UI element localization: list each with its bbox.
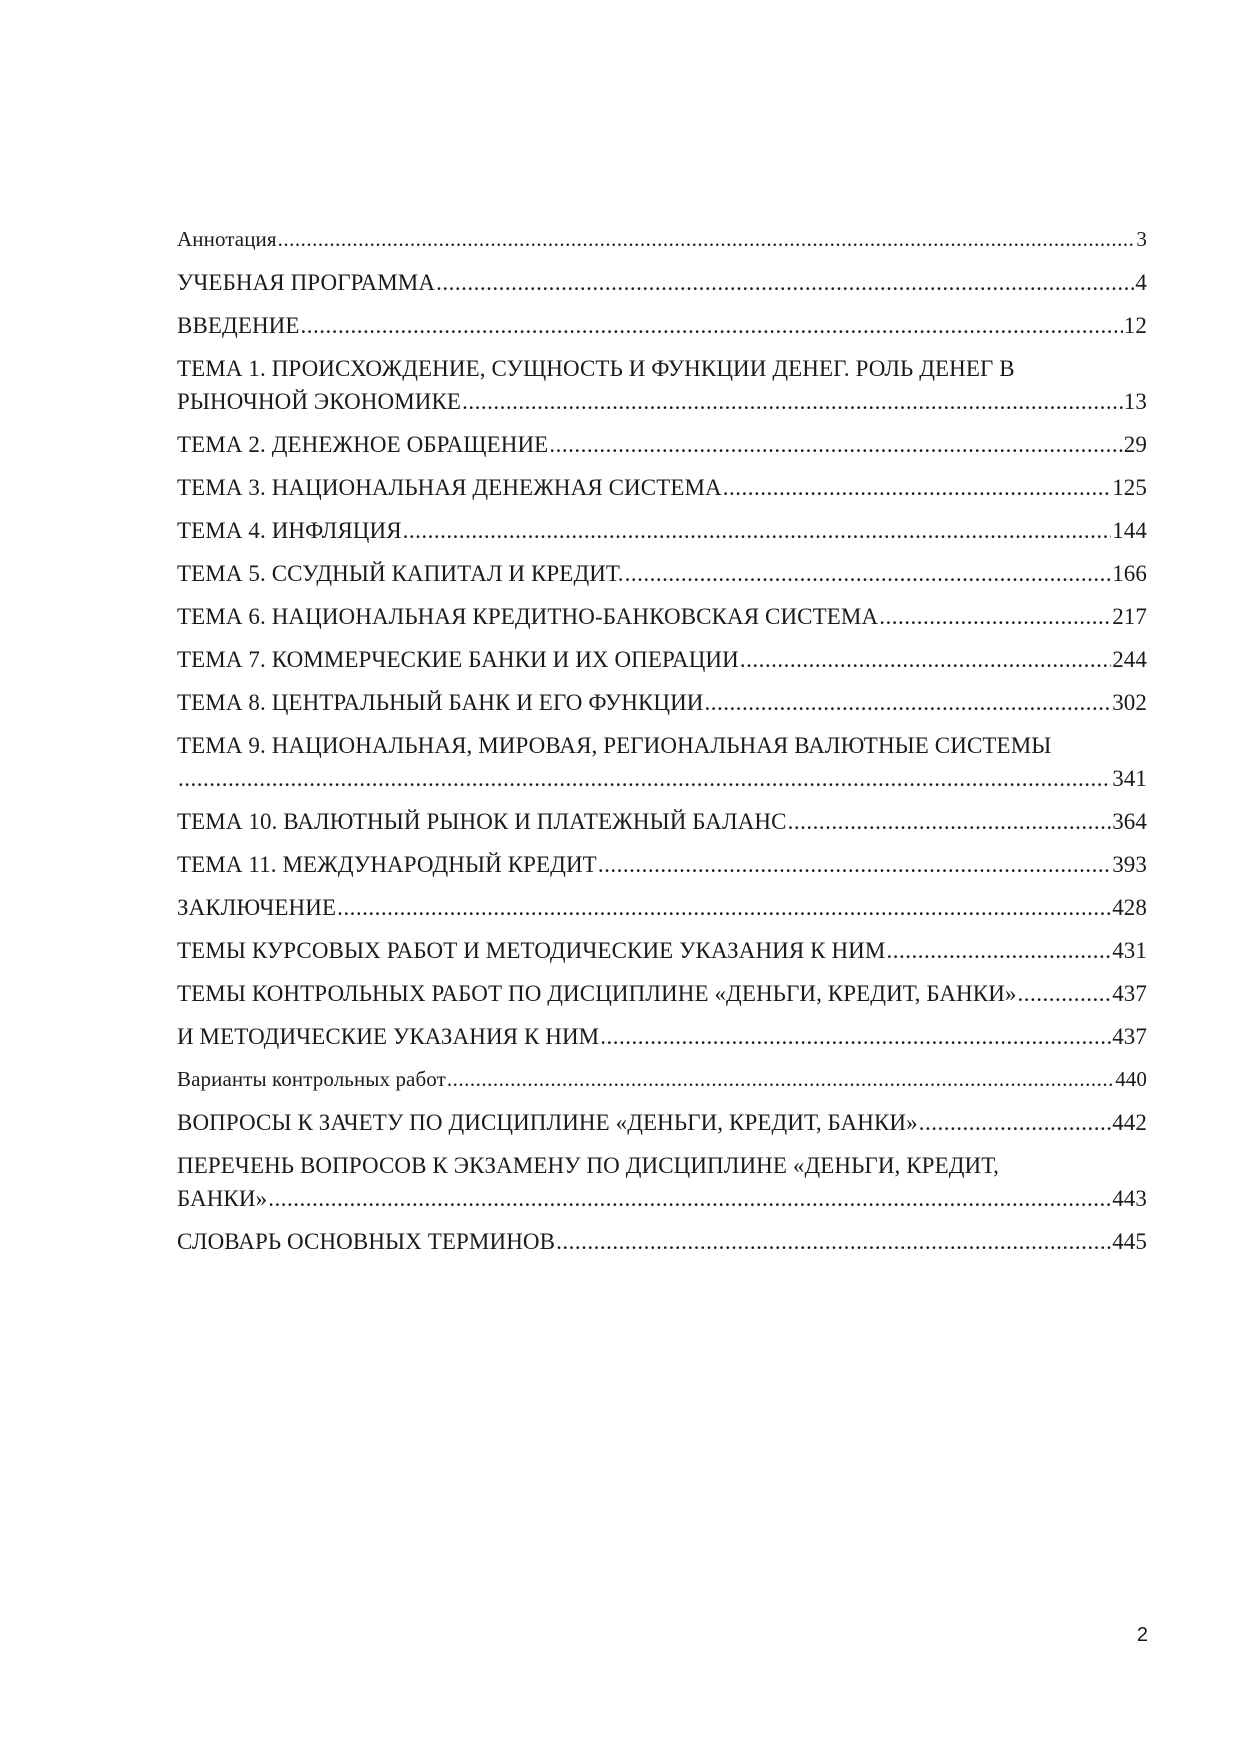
toc-entry-label-line1: ТЕМА 9. НАЦИОНАЛЬНАЯ, МИРОВАЯ, РЕГИОНАЛЬНАЯ ВАЛЮТНЫЕ СИСТЕМЫ bbox=[177, 733, 1052, 758]
toc-entry-label: Варианты контрольных работ bbox=[177, 1067, 446, 1091]
toc-entry-page: 442 bbox=[1112, 1110, 1147, 1135]
toc-entry-label: ТЕМА 10. ВАЛЮТНЫЙ РЫНОК И ПЛАТЕЖНЫЙ БАЛАНС bbox=[177, 809, 787, 834]
toc-entry-annotation[interactable] bbox=[177, 223, 1147, 256]
leader-dots bbox=[278, 223, 1136, 256]
leader-dots bbox=[919, 1106, 1111, 1139]
leader-dots bbox=[879, 600, 1111, 633]
toc-entry-introduction[interactable] bbox=[177, 309, 1147, 342]
toc-entry-label-line1: ПЕРЕЧЕНЬ ВОПРОСОВ К ЭКЗАМЕНУ ПО ДИСЦИПЛИНЕ «ДЕНЬГИ, КРЕДИТ, bbox=[177, 1153, 999, 1178]
toc-entry-topic-5[interactable] bbox=[177, 557, 1147, 590]
leader-dots bbox=[462, 385, 1123, 418]
toc-entry-exam-questions[interactable] bbox=[177, 1149, 1147, 1215]
leader-dots bbox=[549, 428, 1122, 461]
leader-dots bbox=[625, 557, 1112, 590]
toc-entry-label: Аннотация bbox=[177, 227, 277, 251]
toc-entry-page: 13 bbox=[1123, 389, 1147, 414]
toc-entry-label: ТЕМА 2. ДЕНЕЖНОЕ ОБРАЩЕНИЕ bbox=[177, 432, 549, 457]
toc-entry-glossary[interactable] bbox=[177, 1225, 1147, 1258]
leader-dots bbox=[1018, 977, 1112, 1010]
toc-entry-page: 4 bbox=[1135, 270, 1147, 295]
toc-entry-coursework-topics[interactable] bbox=[177, 934, 1147, 967]
toc-entry-label: СЛОВАРЬ ОСНОВНЫХ ТЕРМИНОВ bbox=[177, 1229, 556, 1254]
toc-entry-page: 12 bbox=[1123, 313, 1147, 338]
leader-dots bbox=[598, 848, 1111, 881]
leader-dots bbox=[740, 643, 1111, 676]
leader-dots bbox=[301, 309, 1123, 342]
toc-entry-page: 443 bbox=[1112, 1186, 1147, 1211]
toc-entry-page: 437 bbox=[1112, 981, 1147, 1006]
toc-entry-topic-9[interactable] bbox=[177, 729, 1147, 795]
toc-entry-label: РЫНОЧНОЙ ЭКОНОМИКЕ bbox=[177, 389, 462, 414]
toc-entry-topic-1[interactable] bbox=[177, 352, 1147, 418]
toc-entry-page: 302 bbox=[1112, 690, 1147, 715]
leader-dots bbox=[600, 1020, 1111, 1053]
toc-entry-credit-questions[interactable] bbox=[177, 1106, 1147, 1139]
toc-entry-page: 29 bbox=[1123, 432, 1147, 457]
leader-dots bbox=[337, 891, 1111, 924]
toc-entry-page: 341 bbox=[1112, 766, 1147, 791]
toc-entry-topic-10[interactable] bbox=[177, 805, 1147, 838]
toc-entry-topic-6[interactable] bbox=[177, 600, 1147, 633]
toc-entry-topic-11[interactable] bbox=[177, 848, 1147, 881]
toc-entry-page: 428 bbox=[1112, 895, 1147, 920]
toc-entry-label: ТЕМА 5. ССУДНЫЙ КАПИТАЛ И КРЕДИТ. bbox=[177, 561, 624, 586]
toc-entry-label: ЗАКЛЮЧЕНИЕ bbox=[177, 895, 337, 920]
leader-dots bbox=[268, 1182, 1111, 1215]
toc-entry-label: ТЕМЫ КУРСОВЫХ РАБОТ И МЕТОДИЧЕСКИЕ УКАЗАНИЯ К НИМ bbox=[177, 938, 886, 963]
leader-dots bbox=[436, 266, 1134, 299]
toc-entry-curriculum[interactable] bbox=[177, 266, 1147, 299]
leader-dots bbox=[403, 514, 1112, 547]
toc-entry-label: ТЕМА 6. НАЦИОНАЛЬНАЯ КРЕДИТНО-БАНКОВСКАЯ СИСТЕМА bbox=[177, 604, 879, 629]
toc-entry-page: 217 bbox=[1112, 604, 1147, 629]
toc-entry-label: ТЕМА 3. НАЦИОНАЛЬНАЯ ДЕНЕЖНАЯ СИСТЕМА bbox=[177, 475, 722, 500]
toc-entry-label: УЧЕБНАЯ ПРОГРАММА bbox=[177, 270, 436, 295]
leader-dots bbox=[705, 686, 1112, 719]
leader-dots bbox=[788, 805, 1112, 838]
toc-entry-topic-3[interactable] bbox=[177, 471, 1147, 504]
toc-entry-page: 3 bbox=[1136, 227, 1147, 251]
toc-entry-page: 393 bbox=[1112, 852, 1147, 877]
toc-entry-test-topics[interactable] bbox=[177, 977, 1147, 1010]
toc-entry-topic-2[interactable] bbox=[177, 428, 1147, 461]
toc-entry-label: ТЕМА 8. ЦЕНТРАЛЬНЫЙ БАНК И ЕГО ФУНКЦИИ bbox=[177, 690, 704, 715]
page-number: 2 bbox=[1136, 1624, 1148, 1646]
leader-dots bbox=[886, 934, 1111, 967]
leader-dots bbox=[556, 1225, 1111, 1258]
toc-entry-page: 440 bbox=[1115, 1067, 1147, 1091]
toc-entry-label: И МЕТОДИЧЕСКИЕ УКАЗАНИЯ К НИМ bbox=[177, 1024, 600, 1049]
toc-entry-page: 166 bbox=[1112, 561, 1147, 586]
toc-entry-test-guidelines[interactable] bbox=[177, 1020, 1147, 1053]
toc-entry-label: ТЕМА 4. ИНФЛЯЦИЯ bbox=[177, 518, 402, 543]
toc-entry-test-variants[interactable] bbox=[177, 1063, 1147, 1096]
toc-entry-page: 144 bbox=[1112, 518, 1147, 543]
toc-entry-page: 364 bbox=[1112, 809, 1147, 834]
toc-entry-label: ТЕМА 7. КОММЕРЧЕСКИЕ БАНКИ И ИХ ОПЕРАЦИИ bbox=[177, 647, 739, 672]
toc-entry-page: 445 bbox=[1112, 1229, 1147, 1254]
toc-entry-page: 125 bbox=[1112, 475, 1147, 500]
leader-dots bbox=[178, 762, 1111, 795]
leader-dots bbox=[447, 1063, 1114, 1096]
toc-entry-topic-4[interactable] bbox=[177, 514, 1147, 547]
toc-entry-label: ВВЕДЕНИЕ bbox=[177, 313, 300, 338]
toc-entry-page: 431 bbox=[1112, 938, 1147, 963]
toc-entry-topic-8[interactable] bbox=[177, 686, 1147, 719]
toc-entry-label: ТЕМА 11. МЕЖДУНАРОДНЫЙ КРЕДИТ bbox=[177, 852, 597, 877]
toc-entry-label: БАНКИ» bbox=[177, 1186, 268, 1211]
toc-entry-page: 244 bbox=[1112, 647, 1147, 672]
leader-dots bbox=[723, 471, 1111, 504]
table-of-contents bbox=[177, 223, 1147, 1268]
toc-entry-page: 437 bbox=[1112, 1024, 1147, 1049]
toc-entry-topic-7[interactable] bbox=[177, 643, 1147, 676]
toc-entry-conclusion[interactable] bbox=[177, 891, 1147, 924]
toc-entry-label: ТЕМЫ КОНТРОЛЬНЫХ РАБОТ ПО ДИСЦИПЛИНЕ «ДЕНЬГИ, КРЕДИТ, БАНКИ» bbox=[177, 981, 1017, 1006]
toc-entry-label-line1: ТЕМА 1. ПРОИСХОЖДЕНИЕ, СУЩНОСТЬ И ФУНКЦИИ ДЕНЕГ. РОЛЬ ДЕНЕГ В bbox=[177, 356, 1015, 381]
toc-entry-label: ВОПРОСЫ К ЗАЧЕТУ ПО ДИСЦИПЛИНЕ «ДЕНЬГИ, КРЕДИТ, БАНКИ» bbox=[177, 1110, 918, 1135]
